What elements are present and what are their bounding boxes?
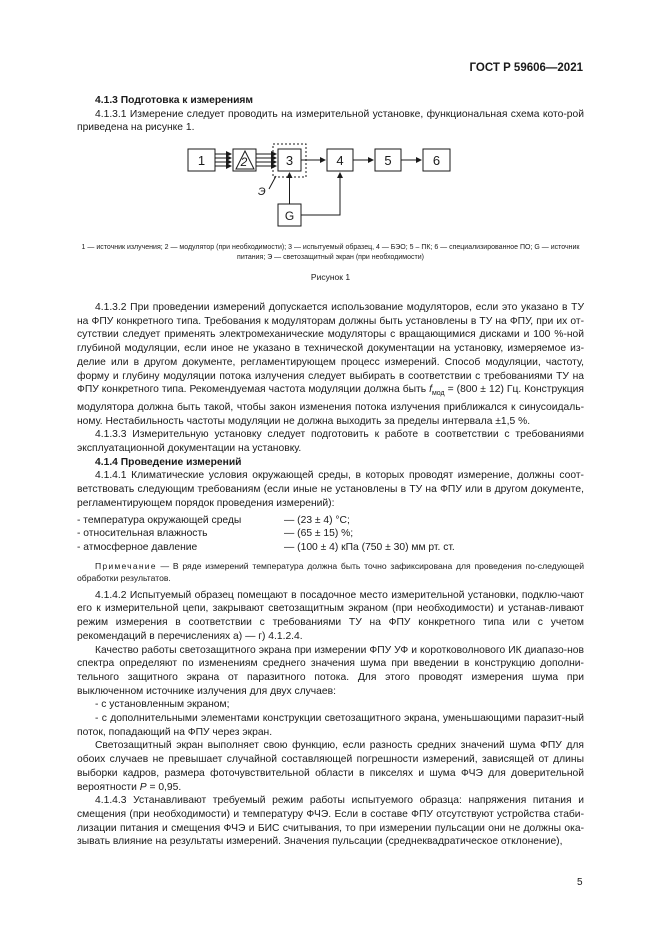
paragraph bbox=[77, 739, 584, 794]
condition-name: - относительная влажность bbox=[77, 528, 208, 540]
probability-symbol: P bbox=[139, 781, 147, 793]
figure-legend: 1 — источник излучения; 2 — модулятор (при необходимости); 3 — испытуемый образец, 4 — БЭО; 5 – ПК; 6 — специализированное ПО; G — источник питания; Э — светозащитный экран (при необходимости) bbox=[81, 244, 580, 261]
figure-title: Рисунок 1 bbox=[310, 272, 351, 282]
frequency-subscript: мод bbox=[431, 390, 445, 398]
conditions-list bbox=[77, 514, 584, 555]
block-3-label: 3 bbox=[285, 153, 294, 168]
condition-value: — (65 ± 15) %; bbox=[284, 528, 354, 540]
condition-value: — (23 ± 4) °C; bbox=[284, 514, 350, 526]
section-4-1-3 bbox=[77, 94, 584, 135]
condition-name: - атмосферное давление bbox=[77, 542, 198, 553]
block-g-label: G bbox=[284, 209, 295, 223]
block-5-label: 5 bbox=[384, 153, 392, 168]
page-number: 5 bbox=[577, 877, 583, 888]
block-1-label: 1 bbox=[197, 153, 206, 168]
paragraph: 4.1.3.1 Измерение следует проводить на измерительной установке, функциональная схема кото-рой приведена на рисунке 1. bbox=[77, 108, 584, 134]
paragraph: Качество работы светозащитного экрана при измерении ФПУ УФ и коротковолнового ИК диапазо-нов спектра определяют по изменениям среднего значения шума при введении в конструкцию дополни-тельного защитного экрана от паразитного потока. Для этого проводят измерения шума при выключенном источнике излучения для двух случаев: bbox=[77, 644, 584, 697]
note-label: Примечание bbox=[95, 560, 157, 571]
block-4-label: 4 bbox=[336, 153, 344, 168]
paragraph-text: Светозащитный экран выполняет свою функцию, если разность средних значений шума ФПУ для обоих случаев не превышает случайной составляющей погрешности измерений, зависящей от длины выборки кадров, размера фоточувствительной области в пикселях и шума ФЧЭ для доверительной вероятности bbox=[77, 740, 584, 793]
condition-row bbox=[77, 541, 584, 555]
note bbox=[77, 560, 584, 584]
document-code: ГОСТ Р 59606—2021 bbox=[469, 62, 583, 74]
figure-caption bbox=[77, 243, 584, 285]
paragraph-4-1-4-1: 4.1.4.1 Климатические условия окружающей среды, в которых проводят измерение, должны соот-ветствовать следующим требованиям (если иные не установлены в ТУ на ФПУ или в другом документе, регламентирующем порядок проведения измерений): bbox=[77, 470, 584, 509]
paragraph-4-1-3-2 bbox=[77, 301, 584, 428]
section-title: 4.1.3 Подготовка к измерениям bbox=[95, 95, 254, 106]
list-item: - с дополнительными элементами конструкции светозащитного экрана, уменьшающими паразит-ный поток, попадающий на ФПУ через экран. bbox=[77, 713, 584, 738]
paragraph-4-1-3-3: 4.1.3.3 Измерительную установку следует подготовить к работе в соответствии с требованиями эксплуатационной документации на установку. bbox=[77, 429, 584, 455]
screen-label: Э bbox=[258, 186, 266, 198]
paragraph-4-1-4-3: 4.1.4.3 Устанавливают требуемый режим работы испытуемого образца: напряжения питания и смещения (при необходимости) и температуру ФЧЭ. Если в составе ФПУ отсутствуют устройства стаби-лизации питания и смещения ФЧЭ и БИС считывания, то при измерении пульсации они не должны ока-зывать влияние на результаты измерений. Значения пульсации (среднеквадратическое отклонение), bbox=[77, 795, 584, 848]
condition-row bbox=[77, 514, 584, 528]
functional-diagram bbox=[180, 143, 480, 233]
list-item: - с установленным экраном; bbox=[95, 699, 230, 711]
paragraph-text: = (800 ± 12) Гц. Конструкция модулятора должна быть такой, чтобы закон изменения потока излучения приближался к синусоидаль-ному. Нестабильность частоты модуляции не должна выходить за пределы интервала ±1,5 %. bbox=[77, 384, 585, 427]
note-text: — В ряде измерений температура должна быть точно зафиксирована для проведения по-следующей обработки результатов. bbox=[77, 560, 584, 583]
frequency-symbol: f bbox=[429, 384, 432, 396]
paragraph-text: 4.1.3.2 При проведении измерений допускается использование модуляторов, если это указано в ТУ на ФПУ конкретного типа. Требования к модуляторам должны быть установлены в ТУ на ФПУ, при их от-сутствии следует применять электромеханические модуляторы с вращающимися дисками и 100 %-ной глубиной модуляции, если иное не указано в технической документации на установку, измеряемое из-делие или в другом документе, регламентирующем процесс измерений. Способ модуляции, частоту, форму и глубину модуляции потока излучения следует выбирать в соответствии с требованиями ТУ на ФПУ конкретного типа. Рекомендуемая частота модуляции должна быть bbox=[77, 302, 584, 396]
block-6-label: 6 bbox=[432, 153, 441, 168]
condition-name: - температура окружающей среды bbox=[77, 514, 242, 526]
paragraph-4-1-4-2: 4.1.4.2 Испытуемый образец помещают в посадочное место измерительной установки, подклю-чают его к измерительной цепи, закрывают светозащитным экраном (при необходимости) и устанав-ливают режим измерения в соответствии с требованиями ТУ на ФПУ конкретного типа или с учетом рекомендаций в перечислениях а) — г) 4.1.2.4. bbox=[77, 589, 584, 642]
section-title: 4.1.4 Проведение измерений bbox=[95, 456, 242, 468]
paragraph-text: = 0,95. bbox=[146, 781, 182, 793]
condition-row bbox=[77, 527, 584, 541]
condition-value: — (100 ± 4) кПа (750 ± 30) мм рт. ст. bbox=[284, 542, 455, 553]
block-2-label: 2 bbox=[240, 155, 248, 169]
main-body bbox=[77, 301, 584, 849]
